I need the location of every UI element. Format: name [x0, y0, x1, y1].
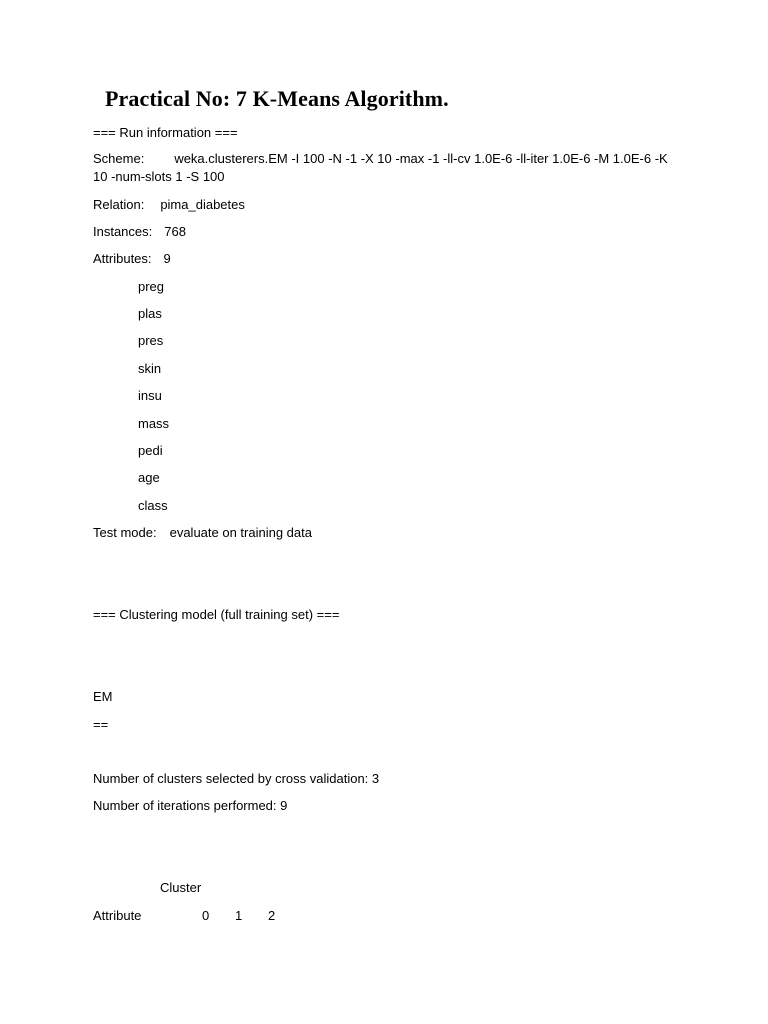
clusters-selected-line: Number of clusters selected by cross validation: 3: [93, 771, 380, 786]
cluster-table-header-row: [93, 907, 276, 925]
scheme-line: [93, 150, 683, 186]
scheme-label: Scheme:: [93, 151, 145, 166]
instances-line: [93, 223, 186, 241]
iterations-line: Number of iterations performed: 9: [93, 798, 288, 813]
instances-label: Instances:: [93, 224, 153, 239]
attribute-name: preg: [138, 279, 165, 294]
page-title: Practical No: 7 K-Means Algorithm.: [105, 86, 449, 111]
relation-line: [93, 196, 245, 214]
attribute-name: plas: [138, 306, 162, 321]
attribute-column-label: Attribute: [93, 908, 142, 923]
attribute-name: class: [138, 498, 168, 513]
relation-value: pima_diabetes: [160, 197, 245, 212]
relation-label: Relation:: [93, 197, 145, 212]
attributes-line: [93, 250, 171, 268]
attribute-name: mass: [138, 416, 170, 431]
attributes-label: Attributes:: [93, 251, 152, 266]
instances-value: 768: [164, 224, 186, 239]
attribute-name: pedi: [138, 443, 163, 458]
attribute-name: insu: [138, 388, 162, 403]
cluster-column-0: 0: [202, 908, 210, 923]
cluster-column-2: 2: [268, 908, 276, 923]
clustering-model-header: === Clustering model (full training set) ===: [93, 607, 340, 622]
run-info-header: === Run information ===: [93, 125, 238, 140]
em-label: EM: [93, 689, 113, 704]
cluster-header: Cluster: [160, 880, 202, 895]
attribute-name: skin: [138, 361, 162, 376]
test-mode-value: evaluate on training data: [169, 525, 312, 540]
scheme-value: weka.clusterers.EM -I 100 -N -1 -X 10 -max -1 -ll-cv 1.0E-6 -ll-iter 1.0E-6 -M 1.0E-6 -K 10 -num-slots 1 -S 100: [93, 151, 668, 184]
em-underline: ==: [93, 717, 109, 732]
cluster-column-1: 1: [235, 908, 243, 923]
attributes-count: 9: [163, 251, 171, 266]
test-mode-label: Test mode:: [93, 525, 157, 540]
attribute-name: age: [138, 470, 160, 485]
attribute-name: pres: [138, 333, 164, 348]
test-mode-line: [93, 524, 312, 542]
